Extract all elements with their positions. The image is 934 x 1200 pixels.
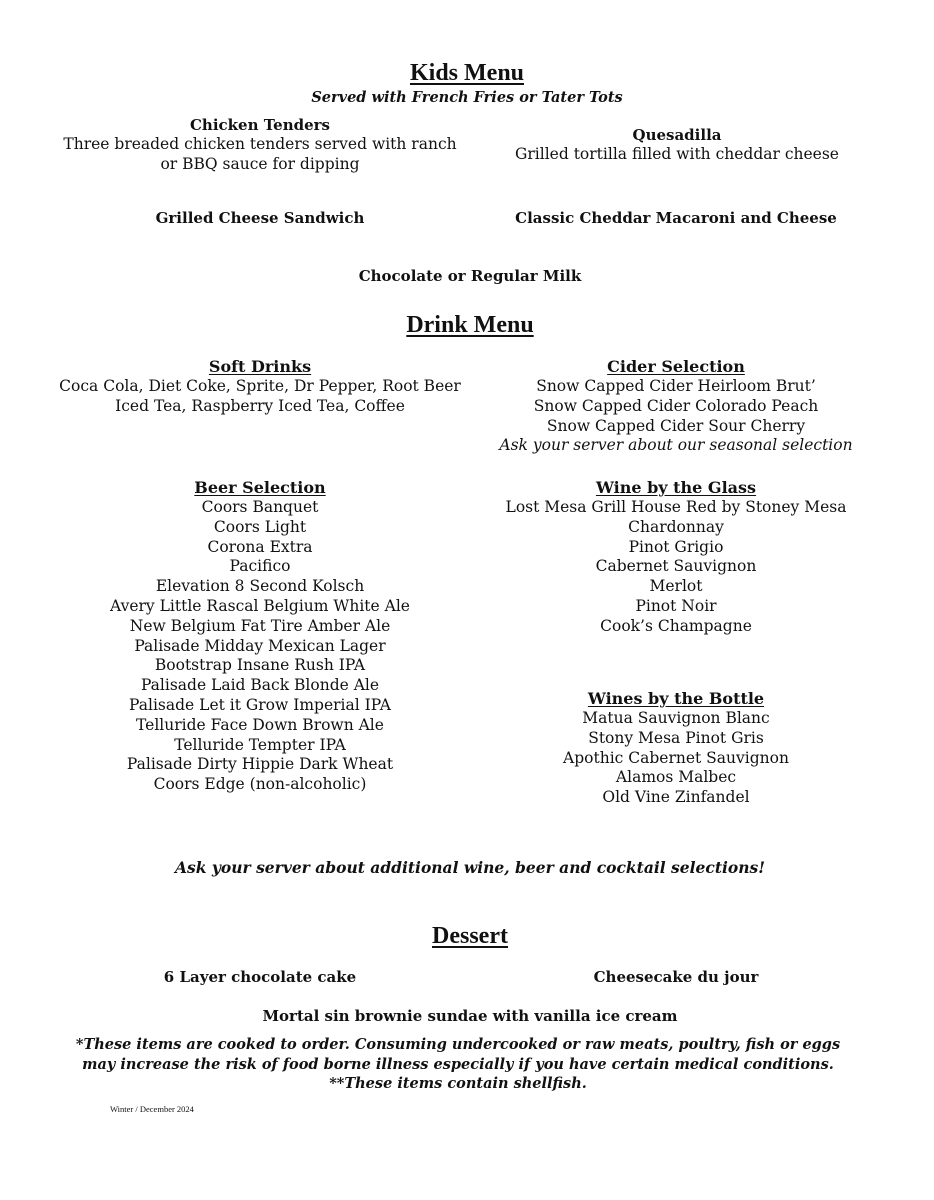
list-item: Pinot Grigio <box>628 537 724 556</box>
section-heading: Beer Selection <box>194 478 326 497</box>
health-disclaimer <box>0 1035 916 1094</box>
dessert-item-cake: 6 Layer chocolate cake <box>163 968 357 986</box>
list-item: Coors Edge (non-alcoholic) <box>153 775 367 794</box>
disclaimer-line: may increase the risk of food borne illness especially if you have certain medical conditions. <box>82 1055 834 1073</box>
soft-drinks-section <box>30 357 490 417</box>
disclaimer-line: *These items are cooked to order. Consuming undercooked or raw meats, poultry, fish or eggs <box>75 1036 841 1053</box>
section-heading: Soft Drinks <box>208 357 312 376</box>
list-item: Merlot <box>649 577 703 596</box>
drink-menu-title: Drink Menu <box>406 312 534 338</box>
list-item: Corona Extra <box>207 537 313 556</box>
list-item: Apothic Cabernet Sauvignon <box>563 748 789 767</box>
dessert-item-brownie: Mortal sin brownie sundae with vanilla ice cream <box>262 1007 678 1025</box>
list-item: Coors Light <box>213 517 307 536</box>
kids-item-milk: Chocolate or Regular Milk <box>358 267 582 285</box>
beer-section <box>30 478 490 795</box>
list-item: Coors Banquet <box>201 498 319 516</box>
kids-item-chicken-tenders <box>30 116 490 174</box>
list-item: Palisade Midday Mexican Lager <box>134 636 386 655</box>
list-item: Bootstrap Insane Rush IPA <box>154 656 366 675</box>
list-item: Pinot Noir <box>635 596 717 615</box>
list-item: Lost Mesa Grill House Red by Stoney Mesa <box>505 498 847 516</box>
wine-glass-list <box>456 498 896 637</box>
section-heading: Wines by the Bottle <box>587 689 765 708</box>
section-heading: Cider Selection <box>607 357 745 376</box>
section-heading: Wine by the Glass <box>595 478 757 497</box>
kids-menu-title: Kids Menu <box>409 60 525 86</box>
list-item: Snow Capped Cider Sour Cherry <box>546 416 806 435</box>
list-item: Pacifico <box>229 557 291 576</box>
item-title: Chicken Tenders <box>189 116 330 134</box>
item-description: Grilled tortilla filled with cheddar cheese <box>515 145 839 163</box>
list-item: Alamos Malbec <box>615 768 737 787</box>
kids-item-quesadilla <box>480 126 874 164</box>
item-title: Quesadilla <box>632 126 722 144</box>
kids-menu-subtitle: Served with French Fries or Tater Tots <box>311 89 623 106</box>
list-item: Iced Tea, Raspberry Iced Tea, Coffee <box>115 396 405 415</box>
list-item: Elevation 8 Second Kolsch <box>155 577 365 596</box>
wine-glass-section <box>456 478 896 637</box>
kids-item-grilled-cheese: Grilled Cheese Sandwich <box>155 209 365 227</box>
list-item: Palisade Dirty Hippie Dark Wheat <box>126 755 394 774</box>
additional-selections-note: Ask your server about additional wine, beer and cocktail selections! <box>175 858 765 877</box>
list-item: Cook’s Champagne <box>600 616 752 635</box>
list-item: Telluride Face Down Brown Ale <box>136 715 384 734</box>
cider-list <box>456 377 896 456</box>
cider-seasonal-note: Ask your server about our seasonal selection <box>499 436 853 455</box>
wine-bottle-list <box>456 709 896 808</box>
list-item: Cabernet Sauvignon <box>595 557 757 576</box>
list-item: Old Vine Zinfandel <box>602 788 750 807</box>
list-item: Telluride Tempter IPA <box>174 735 346 754</box>
list-item: Matua Sauvignon Blanc <box>582 709 770 727</box>
list-item: Avery Little Rascal Belgium White Ale <box>110 596 410 615</box>
item-description: or BBQ sauce for dipping <box>160 155 360 173</box>
list-item: Chardonnay <box>628 517 724 536</box>
kids-item-mac-cheese: Classic Cheddar Macaroni and Cheese <box>515 209 837 227</box>
dessert-title: Dessert <box>432 923 508 949</box>
dessert-item-cheesecake: Cheesecake du jour <box>593 968 759 986</box>
wine-bottle-section <box>456 689 896 808</box>
list-item: Snow Capped Cider Heirloom Brut’ <box>536 377 816 395</box>
list-item: Coca Cola, Diet Coke, Sprite, Dr Pepper, Root Beer <box>59 377 461 395</box>
beer-list <box>30 498 490 795</box>
list-item: Stony Mesa Pinot Gris <box>588 728 764 747</box>
disclaimer-line: **These items contain shellfish. <box>329 1075 587 1092</box>
list-item: Palisade Let it Grow Imperial IPA <box>129 695 391 714</box>
item-description: Three breaded chicken tenders served with ranch <box>63 135 457 153</box>
list-item: Snow Capped Cider Colorado Peach <box>533 396 819 415</box>
menu-date-footer: Winter / December 2024 <box>110 1104 194 1114</box>
list-item: New Belgium Fat Tire Amber Ale <box>129 616 391 635</box>
cider-section <box>456 357 896 456</box>
soft-drinks-list <box>30 377 490 417</box>
list-item: Palisade Laid Back Blonde Ale <box>140 676 380 695</box>
